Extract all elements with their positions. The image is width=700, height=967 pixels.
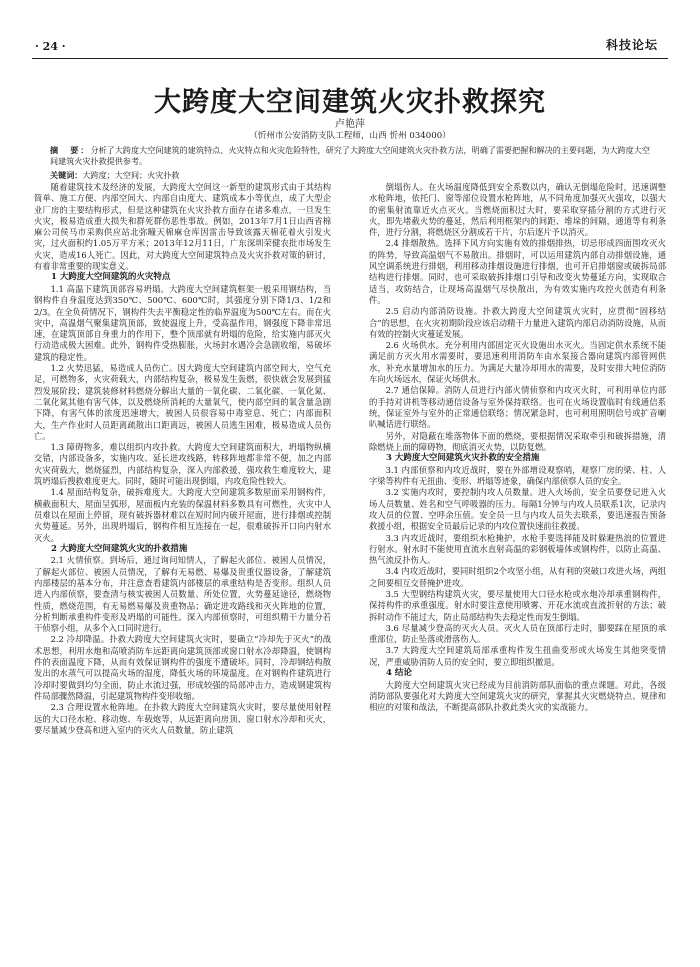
body-paragraph: 1.2 火势迅猛，易造成人员伤亡。因大跨度大空间建筑内部空间大，空气充足，可燃物多，火灾荷载大，内部结构复杂，极易发生轰燃，很快就会发展到猛烈发展阶段；建筑装修材料燃烧分解出大量的一氧化碳、二氧化碳、一氧化氮、二氧化氮其他有害气体，以及燃烧所消耗的大量氧气，使内部空间的氧含量急剧下降，有害气体的浓度迅速增大，被困人员很容易中毒窒息、死亡；内部面积大，生产作业时人员距离疏散出口距离远，被困人员逃生困难，极易造成人员伤亡。: [34, 363, 331, 441]
article-title: 大跨度大空间建筑火灾扑救探究: [154, 87, 546, 118]
section-heading: 1 大跨度大空间建筑的火灾特点: [51, 272, 171, 283]
left-text-column: [34, 182, 331, 942]
keywords-label: 关键词：: [50, 170, 83, 180]
keywords: [50, 170, 650, 181]
body-paragraph: 2.5 启动内部消防设施。扑救大跨度大空间建筑火灾时，应贯彻“固移结合”的思想，在火灾初期阶段应该启动精干力量进入建筑内部启动消防设施，从而有效的控制火灾蔓延发展。: [369, 306, 666, 339]
body-paragraph: 3.4 内攻近战时，要同时组织2个攻坚小组，从有利的突破口攻进火场，两组之间要相互交替掩护进攻。: [369, 566, 666, 588]
abstract-label: 摘 要：: [50, 145, 91, 155]
journal-section-title: 科技论坛: [605, 38, 658, 52]
page-number: · 24 ·: [35, 40, 66, 53]
body-paragraph: 1.1 高温下建筑顶部容易坍塌。大跨度大空间建筑框架一般采用钢结构，当钢构件自身温度达到350℃、500℃、600℃时，其强度分别下降1/3、1/2和2/3。在全负荷情况下，钢构件失去平衡稳定性的临界温度为500℃左右。而在火灾中，高温烟气聚集建筑顶部，致使温度上升，受高温作用，钢强度下降非常迅速，在建筑顶部自身重力的作用下，整个顶部就有坍塌的危险，给实施内部灭火行动造成极大困难。此外，钢构件受热膨胀，火场封水遇冷会急剧收缩，易破坏建筑的稳定性。: [34, 283, 331, 362]
section-heading: 4 结论: [386, 668, 412, 679]
body-paragraph: 1.3 障碍物多，难以组织内攻扑救。大跨度大空间建筑面积大，坍塌物纵横交错，内部设备多，实施内攻、延长进攻线路，转移阵地都非常不便，加之内部火灾荷载大，燃烧猛烈，内部结构复杂，深入内部救援，强攻救生难度较大，建筑坍塌后搜救难度更大。同时，随时可能出现倒塌，内攻危险性较大。: [34, 442, 331, 487]
body-paragraph: 2.2 冷却降温。扑救大跨度大空间建筑火灾时，要确立“冷却先于灭火”的战术思想，利用水炮和高喷消防车远距离向建筑顶部或窗口射水冷却降温，使钢构件的表面温度下降，从而有效保证钢构件的强度不遭破坏。同时，冷却钢结构散发出的水蒸气可以提高火场的湿度，降低火场的环境温度。在对钢构件建筑进行冷却时要做到均匀全面，防止水流过强，形成较强的局部冲击力，造成钢建筑构件局部骤然降温，引起建筑物构件变形收缩。: [34, 634, 331, 701]
body-paragraph: 随着建筑技术及经济的发展，大跨度大空间这一新型的建筑形式由于其结构简单、施工方便、内部空间大、内部自由度大、建筑成本小等优点，成了大型企业厂房的主要结构形式，但是这种建筑在火灾扑救方面存在诸多难点，一旦发生火灾，极易造成重大损失和群死群伤恶性事故。例如，2013年7月1日山西省棉麻公司侯马市采购供应站北弥疃天棉麻仓库因雷击导致该露天棉花着火引发火灾，过火面积约1.05万平方米；2013年12月11日，广东深圳荣健农批市场发生火灾，造成16人死亡。因此，对大跨度大空间建筑特点及火灾扑救对策的研讨，有着非常重要的现实意义。: [34, 182, 331, 272]
body-paragraph: 3.2 实施内攻时，要控制内攻人员数量。进入火场前，安全员要登记进入火场人员数量、姓名和空气呼吸器的压力。每隔1分钟与内攻人员联系1次，记录内攻人员的位置、空呼余压值。安全员一旦与内攻人员失去联系，要迅速报告预备救援小组，根据安全员最后记录的内攻位置快速前往救援。: [369, 487, 666, 532]
body-paragraph: 2.4 排烟散热。选择下风方向实施有效的排烟排热，切忌形成四面围攻灭火的阵势，导致高温烟气不易散出。排烟时，可以运用建筑内部自动排烟设施，通风空调系统进行排烟，利用移动排烟设施进行排烟，也可开启排烟窗或破拆局部结构进行排烟。同时，也可采取破拆排烟口引导和改变火势蔓延方向，实现取合适当，攻防结合，让现场高温烟气尽快散出，为有效实施内攻控火创造有利条件。: [369, 238, 666, 305]
abstract: [50, 145, 650, 168]
header-rule: [32, 58, 668, 59]
body-paragraph: 倒塌伤人。在火场温度降低到安全系数以内，确认无倒塌危险时，迅速调整水枪阵地，依托门、窗等部位设置水枪阵地，从不同角度加强灭火强攻，以强大的密集射流靠近火点灭火。当燃烧面积过大时，要采取穿插分割的方式进行灭火，即先堵截火势的蔓延，然后利用框架内的间距、堆垛的间隔，通道等有利条件，进行分割，将燃烧区分割成若干片，尔后逐片予以消灭。: [369, 182, 666, 238]
section-heading: 2 大跨度大空间建筑火灾的扑救措施: [51, 543, 188, 554]
section-heading: 3 大跨度大空间建筑火灾扑救的安全措施: [386, 453, 540, 464]
body-paragraph: 另外，对隐蔽在堆落物体下面的燃烧，要根据情况采取牵引和破拆措施，清除燃烧上面的障碍物，彻底消灭火势，以防复燃。: [369, 430, 666, 452]
article-author: 卢艳萍: [335, 119, 365, 130]
abstract-text: 分析了大跨度大空间建筑的建筑特点、火灾特点和火灾危险特性，研究了大跨度大空间建筑火灾扑救方法，明确了需要把握和解决的主要问题，为大跨度大空间建筑火灾扑救提供参考。: [50, 145, 650, 167]
author-affiliation: （忻州市公安消防支队工程师，山西 忻州 034000）: [249, 131, 451, 141]
body-paragraph: 3.5 大型钢结构建筑火灾，要尽量使用大口径水枪或水炮冷却承重钢构件，保持构件的承重强度。射水时要注意使用喷雾、开花水流或直流折射的方法；破拆时动作不能过大，防止局部结构失去稳定性而发生倒塌。: [369, 588, 666, 622]
body-paragraph: 2.7 通信保障。消防人员进行内部火情侦察和内攻灭火时，可利用单位内部的手持对讲机等移动通信设备与室外保持联络。也可在火场设置临时有线通信系统，保证室外与室外的正常通信联络；情况紧急时，也可利用照明信号或扩音喇叭喊话进行联络。: [369, 385, 666, 430]
body-paragraph: 3.1 内部侦察和内攻近战时，要在外部增设观察哨，观察厂房的梁、柱、人字梁等构件有无扭曲、变形、坍塌等迹象，确保内部侦察人员的安全。: [369, 464, 666, 487]
body-paragraph: 3.6 尽量减少登高的灭火人员。灭火人员在顶部行走时，脚要踩在屋顶的承重部位，防止坠落或滑落伤人。: [369, 622, 666, 645]
keywords-text: 大跨度；大空间；火灾扑救: [82, 170, 180, 180]
body-paragraph: 2.6 火场供水。充分利用内部固定灭火设施出水灭火。当固定供水系统不能满足前方灭火用水需要时，要迅速利用消防车由水泵接合器向建筑内部管网供水，补充水量增加水的压力。为满足大量冷却用水的需要，及时安排大吨位消防车向火场远水，保证火场供水。: [369, 340, 666, 385]
body-paragraph: 2.1 火情侦察。到场后，通过询问知情人，了解起火部位、被困人员情况，了解起火部位、被困人员情况，了解有无易燃、易爆及贵重仪器设备，了解建筑内部楼层的基本分布，并注意查看建筑内部楼层的承重结构是否变形。组织人员进入内部侦察，要查清与核实被困人员数量、所处位置，火势蔓延途径，燃烧物性质，燃烧范围，有无易燃易爆及贵重物品；确定进攻路线和灭火阵地的位置，分析判断承重构件变形及坍塌的可能性。深入内部侦察时，可组织精干力量分若干侦察小组，从多个入口同时进行。: [34, 555, 331, 634]
body-paragraph: 2.3 合理设置水枪阵地。在扑救大跨度大空间建筑火灾时，要尽量使用射程远的大口径水枪、移动炮、车载炮等，从远距离向房顶、窗口射水冷却和灭火，要尽量减少登高和进入室内的灭火人员数量，防止建筑: [34, 702, 331, 735]
body-paragraph: 大跨度大空间建筑火灾已经成为目前消防部队面临的重点课题。对此，各级消防部队要强化对大跨度大空间建筑火灾的研究，掌握其火灾燃烧特点、规律和相应的对策和战法，不断提高部队扑救此类火灾的实战能力。: [369, 679, 666, 713]
right-text-column: [369, 182, 666, 942]
body-paragraph: 3.7 大跨度大空间建筑局部承重构件发生扭曲变形或火场发生其他突变情况，严重威胁消防人员的安全时，要立即组织撤退。: [369, 645, 666, 667]
body-paragraph: 1.4 屋面结构复杂，破拆难度大。大跨度大空间建筑多数屋面采用钢构件，横截面积大，屋面呈弧形，屋面板内充装的保温材料多数具有可燃性，火灾中人员难以在屋面上停留，现有破拆器材难以在短时间内破开屋面，进行排烟或控制火势蔓延。另外，出现坍塌后，钢构件相互连接在一起，很难破拆开口向内射水灭火。: [34, 487, 331, 543]
body-paragraph: 3.3 内攻近战时，要组织水枪掩护，水枪手要选择能及时躲避热浪的位置进行射水。射水时不能使用直流水直射高温的彩钢板墙体或钢构件，以防止高温、热气流反扑伤人。: [369, 532, 666, 566]
